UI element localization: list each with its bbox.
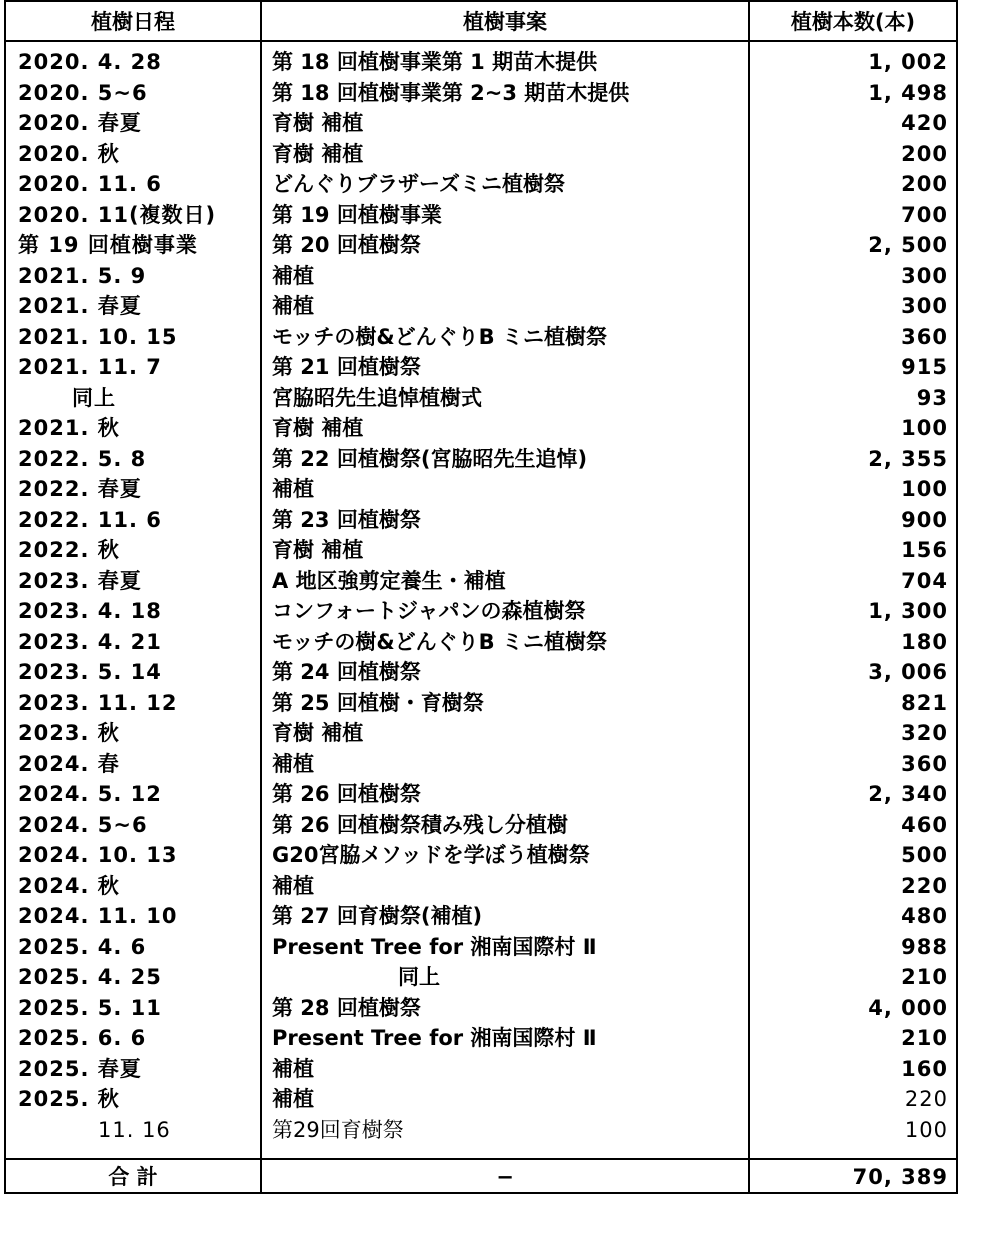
cell-date: 2023. 5. 14	[18, 660, 162, 684]
table-row	[6, 993, 956, 1024]
table-row	[6, 1115, 956, 1146]
cell-project: 第 18 回植樹事業第 1 期苗木提供	[272, 50, 598, 74]
cell-project: Present Tree for 湘南国際村 Ⅱ	[272, 1026, 597, 1050]
cell-count: 360	[901, 751, 948, 776]
cell-date: 2024. 春	[18, 751, 120, 776]
cell-count: 210	[901, 965, 948, 989]
header-date: 植樹日程	[91, 10, 175, 34]
cell-count: 4, 000	[868, 995, 948, 1020]
cell-date: 2021. 秋	[18, 416, 120, 440]
cell-project: 第 22 回植樹祭(宮脇昭先生追悼)	[272, 446, 588, 471]
cell-count: 1, 002	[868, 50, 948, 74]
cell-count: 988	[901, 934, 948, 959]
table-row	[6, 47, 956, 78]
cell-date: 2021. 10. 15	[18, 324, 178, 349]
cell-date: 2023. 4. 18	[18, 599, 162, 623]
cell-date: 2023. 4. 21	[18, 629, 162, 654]
total-label: 合 計	[108, 1165, 158, 1189]
cell-project: 育樹 補植	[272, 721, 364, 745]
header-count: 植樹本数(本)	[790, 10, 916, 34]
table-row	[6, 474, 956, 505]
cell-date: 2020. 11(複数日)	[18, 202, 217, 227]
table-row	[6, 779, 956, 810]
cell-count: 2, 500	[868, 233, 948, 257]
cell-project: 第 21 回植樹祭	[272, 355, 421, 379]
cell-project: G20宮脇メソッドを学ぼう植樹祭	[272, 843, 590, 867]
cell-date: 2020. 11. 6	[18, 172, 162, 196]
cell-date: 2025. 5. 11	[18, 995, 162, 1020]
cell-count: 200	[901, 141, 948, 166]
cell-project: モッチの樹&どんぐりB ミニ植樹祭	[272, 324, 607, 349]
table-row	[6, 901, 956, 932]
cell-count: 900	[901, 507, 948, 532]
cell-project: 宮脇昭先生追悼植樹式	[272, 385, 482, 410]
cell-date: 2024. 5. 12	[18, 782, 162, 806]
cell-count: 100	[904, 1117, 948, 1142]
cell-date: 2025. 4. 25	[18, 965, 162, 989]
cell-count: 200	[901, 172, 948, 196]
header-divider	[6, 40, 956, 42]
table-row	[6, 688, 956, 719]
cell-count: 700	[901, 202, 948, 227]
cell-count: 2, 340	[868, 782, 948, 806]
cell-date: 2021. 5. 9	[18, 263, 147, 288]
cell-date: 2025. 4. 6	[18, 934, 147, 959]
cell-date: 2024. 秋	[18, 873, 120, 898]
cell-date: 2022. 11. 6	[18, 507, 162, 532]
table-row	[6, 810, 956, 841]
total-project: −	[496, 1165, 514, 1189]
total-count: 70, 389	[852, 1165, 948, 1189]
cell-count: 915	[901, 355, 948, 379]
cell-count: 160	[901, 1056, 948, 1081]
cell-count: 100	[901, 477, 948, 501]
cell-date: 2023. 11. 12	[18, 690, 178, 715]
table-row	[6, 230, 956, 261]
cell-project: 第 24 回植樹祭	[272, 660, 421, 684]
cell-date: 2020. 春夏	[18, 111, 142, 135]
cell-count: 821	[901, 690, 948, 715]
cell-count: 320	[901, 721, 948, 745]
header-project: 植樹事案	[463, 10, 547, 34]
cell-project: 補植	[272, 477, 314, 501]
cell-date: 2025. 6. 6	[18, 1026, 147, 1050]
cell-project: 同上	[398, 965, 440, 989]
table-row	[6, 718, 956, 749]
table-row	[6, 962, 956, 993]
table-row	[6, 139, 956, 170]
cell-project: 第 28 回植樹祭	[272, 995, 421, 1020]
planting-table	[4, 0, 958, 1194]
table-row	[6, 444, 956, 475]
cell-date: 2020. 秋	[18, 141, 120, 166]
cell-project: 第 25 回植樹・育樹祭	[272, 690, 484, 715]
cell-project: 第 23 回植樹祭	[272, 507, 421, 532]
cell-count: 93	[916, 385, 948, 410]
cell-count: 220	[904, 1087, 948, 1111]
table-row	[6, 261, 956, 292]
cell-date: 2021. 11. 7	[18, 355, 162, 379]
cell-date: 2025. 秋	[18, 1087, 120, 1111]
cell-project: コンフォートジャパンの森植樹祭	[272, 599, 586, 623]
table-row	[6, 627, 956, 658]
cell-count: 704	[901, 568, 948, 593]
cell-count: 2, 355	[868, 446, 948, 471]
table-row	[6, 749, 956, 780]
table-row	[6, 505, 956, 536]
cell-date: 2021. 春夏	[18, 294, 142, 318]
cell-project: 育樹 補植	[272, 141, 364, 166]
cell-project: 第 19 回植樹事業	[272, 202, 442, 227]
cell-project: 育樹 補植	[272, 111, 364, 135]
cell-date: 2022. 春夏	[18, 477, 142, 501]
cell-project: 補植	[272, 1087, 314, 1111]
table-row	[6, 1084, 956, 1115]
cell-date: 同上	[72, 385, 116, 410]
cell-count: 420	[901, 111, 948, 135]
table-row	[6, 169, 956, 200]
table-row	[6, 78, 956, 109]
cell-count: 210	[901, 1026, 948, 1050]
table-row	[6, 535, 956, 566]
cell-project: 第 26 回植樹祭積み残し分植樹	[272, 812, 568, 837]
cell-date: 2023. 春夏	[18, 568, 142, 593]
cell-count: 500	[901, 843, 948, 867]
cell-project: モッチの樹&どんぐりB ミニ植樹祭	[272, 629, 607, 654]
cell-project: どんぐりブラザーズミニ植樹祭	[272, 172, 565, 196]
cell-project: 第 26 回植樹祭	[272, 782, 421, 806]
cell-count: 3, 006	[868, 660, 948, 684]
table-row	[6, 352, 956, 383]
cell-date: 2022. 秋	[18, 538, 120, 562]
table-row	[6, 200, 956, 231]
table-row	[6, 566, 956, 597]
cell-date: 2025. 春夏	[18, 1056, 142, 1081]
table-row	[6, 840, 956, 871]
table-row	[6, 383, 956, 414]
cell-date: 2024. 5~6	[18, 812, 148, 837]
cell-date: 2024. 11. 10	[18, 904, 178, 928]
table-row	[6, 932, 956, 963]
cell-project: 補植	[272, 1056, 314, 1081]
cell-project: 第29回育樹祭	[272, 1117, 404, 1142]
table-row	[6, 413, 956, 444]
cell-date: 第 19 回植樹事業	[18, 233, 198, 257]
cell-date: 2022. 5. 8	[18, 446, 147, 471]
cell-date: 2020. 5~6	[18, 80, 148, 105]
table-row	[6, 1054, 956, 1085]
table-row	[6, 657, 956, 688]
cell-count: 1, 498	[868, 80, 948, 105]
cell-count: 100	[901, 416, 948, 440]
cell-count: 460	[901, 812, 948, 837]
cell-project: 第 27 回育樹祭(補植)	[272, 904, 483, 928]
cell-project: 育樹 補植	[272, 538, 364, 562]
cell-count: 180	[901, 629, 948, 654]
cell-date: 2024. 10. 13	[18, 843, 178, 867]
cell-count: 360	[901, 324, 948, 349]
cell-date: 2020. 4. 28	[18, 50, 162, 74]
cell-count: 300	[901, 263, 948, 288]
cell-count: 220	[901, 873, 948, 898]
cell-date: 2023. 秋	[18, 721, 120, 745]
cell-project: 補植	[272, 873, 314, 898]
cell-project: 補植	[272, 263, 314, 288]
cell-project: 育樹 補植	[272, 416, 364, 440]
cell-project: A 地区強剪定養生・補植	[272, 568, 506, 593]
cell-project: 補植	[272, 751, 314, 776]
cell-date: 11. 16	[98, 1117, 171, 1142]
table-row	[6, 1023, 956, 1054]
cell-count: 1, 300	[868, 599, 948, 623]
cell-count: 300	[901, 294, 948, 318]
cell-project: 第 20 回植樹祭	[272, 233, 421, 257]
cell-project: Present Tree for 湘南国際村 Ⅱ	[272, 934, 597, 959]
table-row	[6, 108, 956, 139]
cell-count: 156	[901, 538, 948, 562]
table-row	[6, 322, 956, 353]
table-row	[6, 291, 956, 322]
table-row	[6, 871, 956, 902]
cell-count: 480	[901, 904, 948, 928]
cell-project: 補植	[272, 294, 314, 318]
cell-project: 第 18 回植樹事業第 2~3 期苗木提供	[272, 80, 630, 105]
table-row	[6, 596, 956, 627]
